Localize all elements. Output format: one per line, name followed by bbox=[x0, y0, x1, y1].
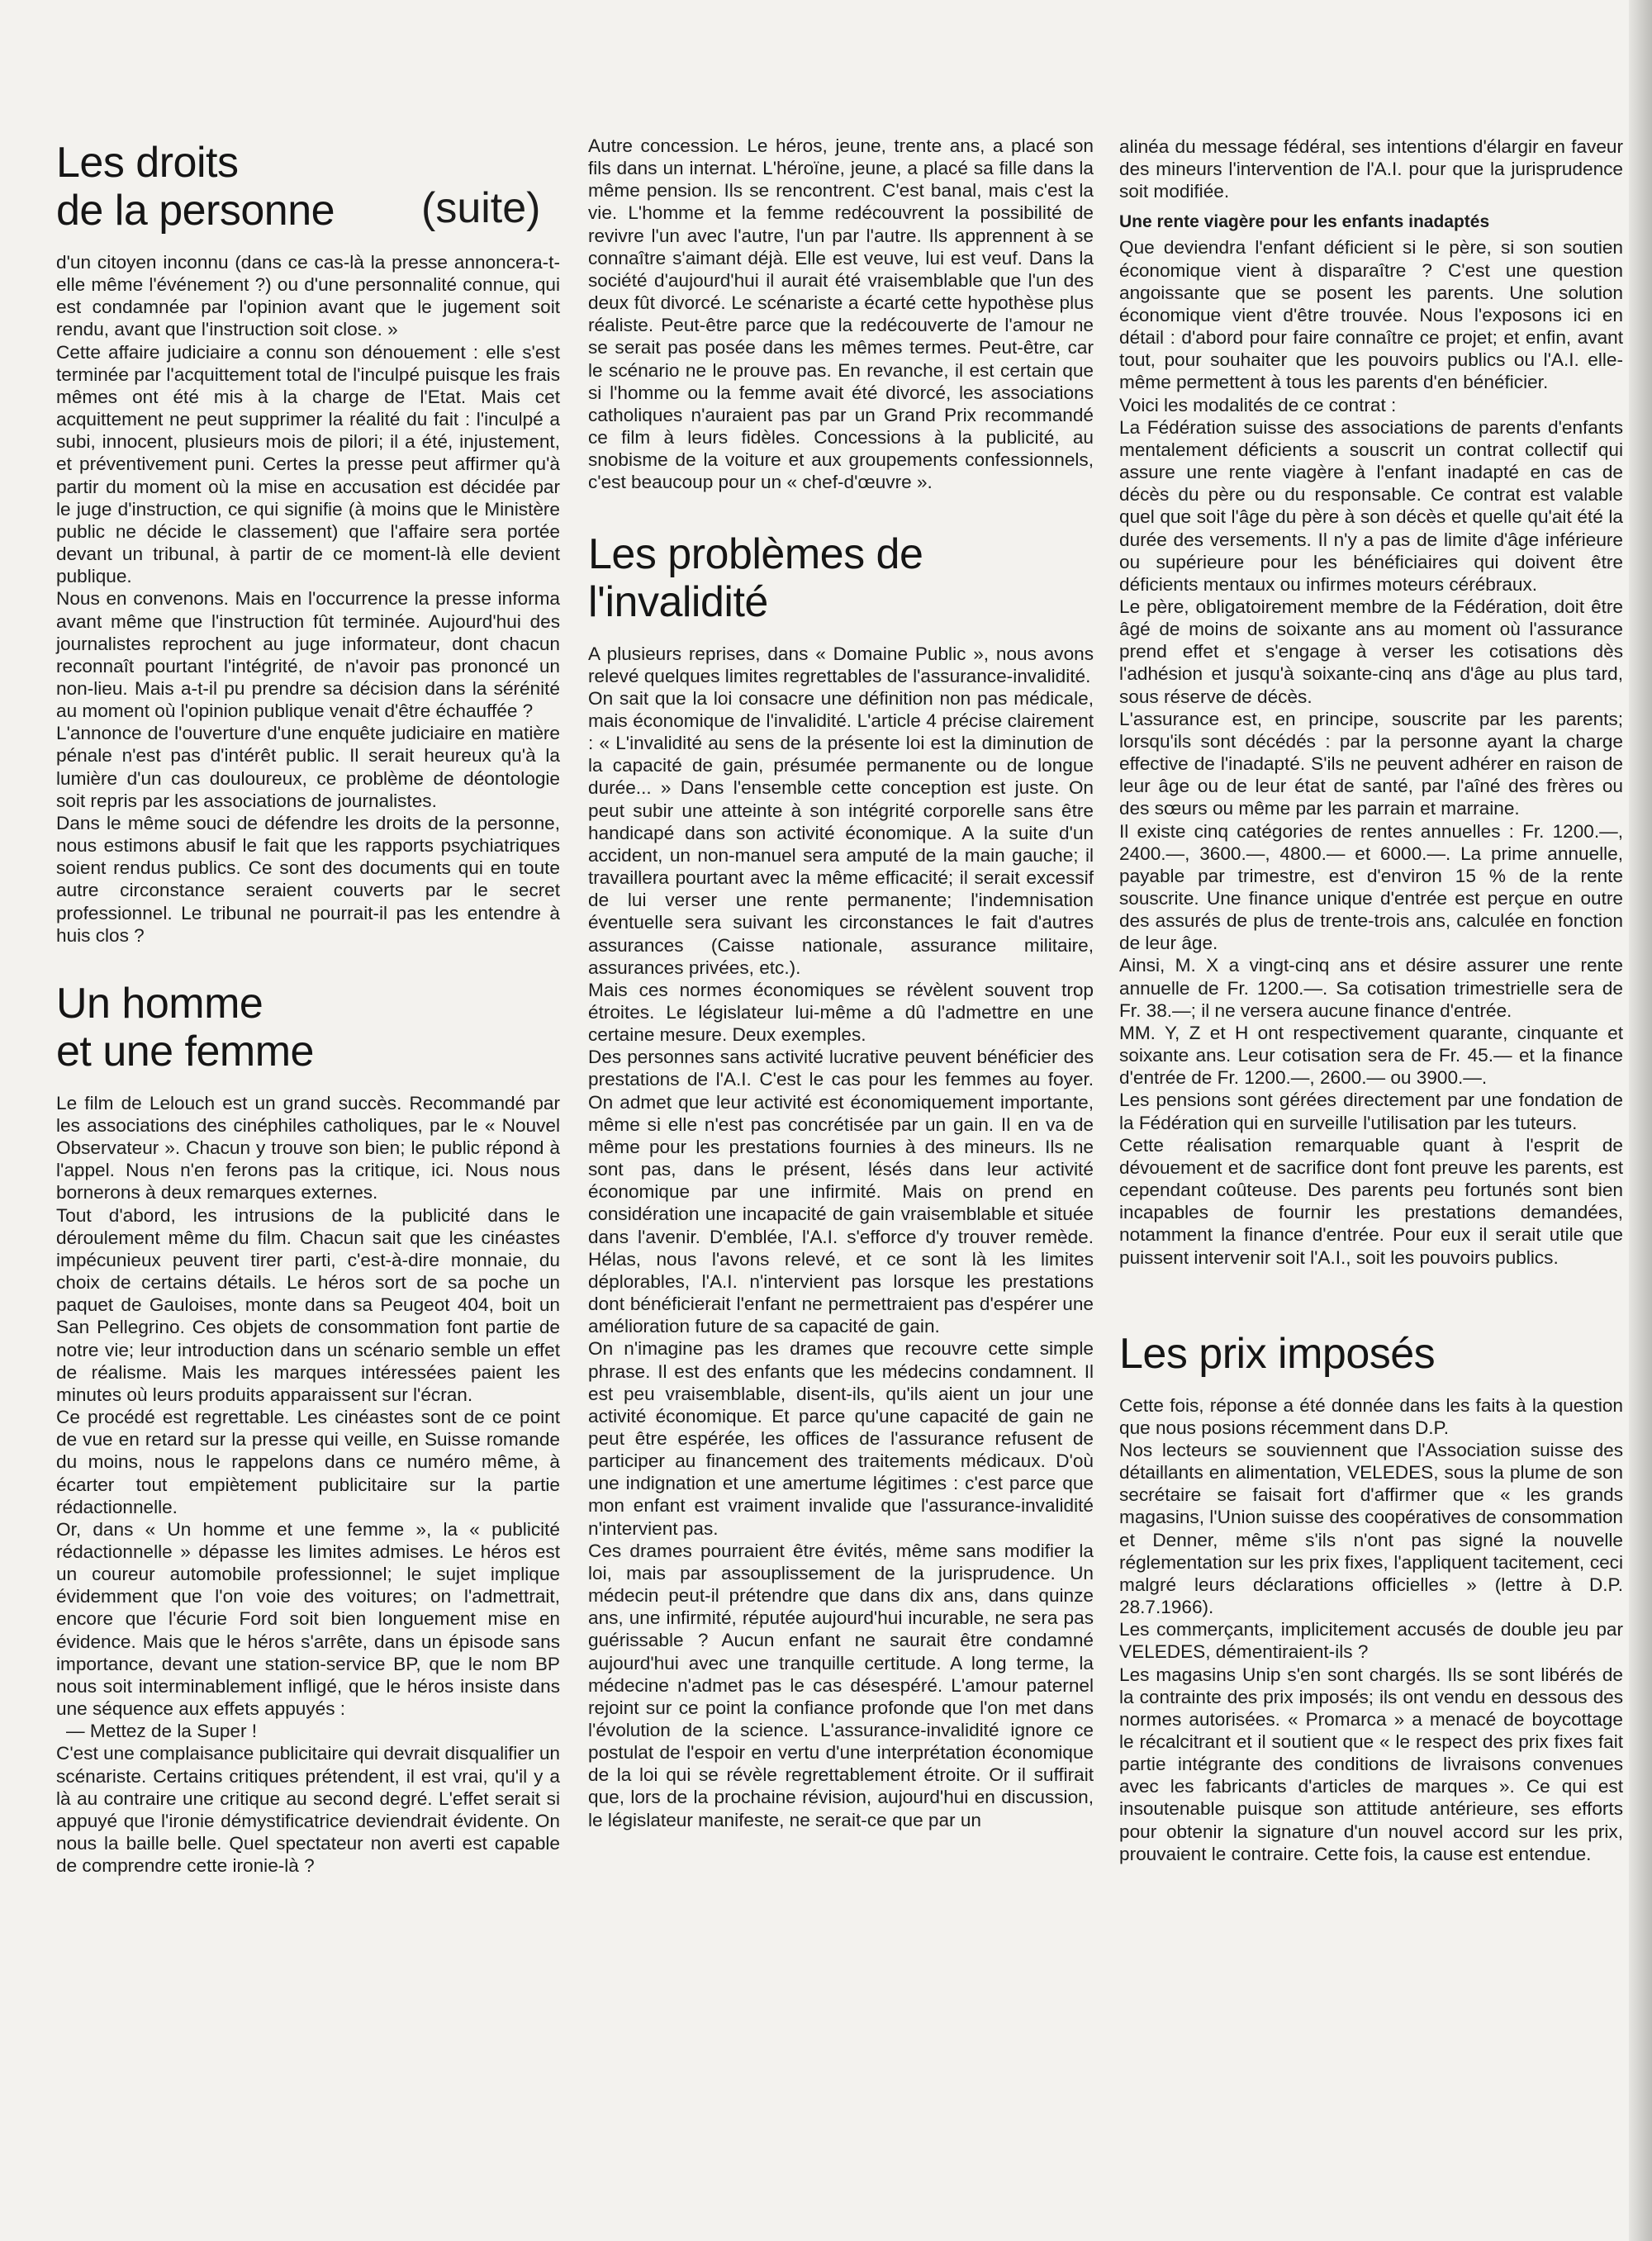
headline-line: Les droits bbox=[56, 139, 239, 187]
paragraph: On n'imagine pas les drames que recouvre cette simple phrase. Il est des enfants que les médecins condamnent. Il est peu vraisemblable, disent-ils, qu'ils aient un jour une activité économique. Et parce qu'une capacité de gain ne peut être espérée, les offices de l'assurance refusent de participer au financement des traitements médicaux. D'où une indignation et une amertume légitimes : c'est parce que mon enfant est vraiment invalide que l'assurance-invalidité n'intervient pas. bbox=[588, 1338, 1094, 1539]
column-3 bbox=[1119, 135, 1623, 1865]
headline-line: et une femme bbox=[56, 1027, 314, 1075]
paragraph: Des personnes sans activité lucrative peuvent bénéficier des prestations de l'A.I. C'est le cas pour les femmes au foyer. On admet que leur activité est économiquement importante, même si elle n'est pas concrétisée par un gain. Il en va de même pour les prestations fournies à des mineurs. Ils ne sont pas, dans le présent, lésés dans leur activité économique par une infirmité. Mais on prend en considération une incapacité de gain vraisemblable et située dans l'avenir. D'emblée, l'A.I. s'efforce d'y trouver remède. Hélas, nous l'avons relevé, et ce sont là les limites déplorables, l'A.I. n'intervient pas lorsque les prestations dont bénéficierait l'enfant ne permettraient pas d'espérer une amélioration future de sa capacité de gain. bbox=[588, 1047, 1094, 1337]
paragraph: Les pensions sont gérées directement par une fondation de la Fédération qui en surveille l'utilisation par les tuteurs. bbox=[1119, 1090, 1623, 1133]
paragraph: Nous en convenons. Mais en l'occurrence la presse informa avant même que l'instruction fût terminée. Aujourd'hui des journalistes reprochent au juge informateur, dont chacun reconnaît pourtant l'intégrité, de n'avoir pas prononcé un non-lieu. Mais a-t-il pu prendre sa décision dans la sérénité au moment où l'opinion publique venait d'être échauffée ? bbox=[56, 588, 560, 722]
paragraph: Les magasins Unip s'en sont chargés. Ils se sont libérés de la contrainte des prix imposés; ils ont vendu en dessous des normes autorisées. « Promarca » a menacé de boycottage le récalcitrant et il soutient que « le respect des prix fixes fait partie intégrante des conditions de livraisons convenues avec les fabricants d'articles de marques ». Ce qui est insoutenable puisque son attitude antérieure, ses efforts pour obtenir la signature d'un nouvel accord sur les prix, prouvaient le contraire. Cette fois, la cause est entendue. bbox=[1119, 1664, 1623, 1864]
paragraph: Cette fois, réponse a été donnée dans les faits à la question que nous posions récemment dans D.P. bbox=[1119, 1394, 1623, 1438]
headline-invalidite bbox=[588, 530, 1094, 626]
paragraph: Le père, obligatoirement membre de la Fédération, doit être âgé de moins de soixante ans au moment où l'assurance prend effet et s'engage à verser les cotisations dès l'adhésion et jusqu'à soixante-cinq ans d'âge au plus tard, sous réserve de décès. bbox=[1119, 596, 1623, 707]
headline-homme bbox=[56, 980, 560, 1075]
paragraph: A plusieurs reprises, dans « Domaine Public », nous avons relevé quelques limites regrettables de l'assurance-invalidité. bbox=[588, 643, 1094, 686]
paragraph: Voici les modalités de ce contrat : bbox=[1119, 394, 1397, 415]
paragraph: Dans le même souci de défendre les droits de la personne, nous estimons abusif le fait que les rapports psychiatriques soient rendus publics. Ce sont des documents qui en toute autre circonstance seraient couverts par le secret professionnel. Le tribunal ne pourrait-il pas les entendre à huis clos ? bbox=[56, 812, 560, 946]
headline-line: de la personne bbox=[56, 187, 335, 235]
page-edge bbox=[1629, 0, 1652, 2241]
paragraph: Ce procédé est regrettable. Les cinéastes sont de ce point de vue en retard sur la presse qui veille, en Suisse romande du moins, nous le rappelons dans ce numéro même, à écarter tout empiètement publicitaire sur la partie rédactionnelle. bbox=[56, 1407, 560, 1517]
headline-line: Les prix imposés bbox=[1119, 1329, 1436, 1378]
paragraph: Autre concession. Le héros, jeune, trente ans, a placé son fils dans un internat. L'héroïne, jeune, a placé sa fille dans la même pension. Ils se rencontrent. C'est banal, mais c'est la vie. L'homme et la femme redécouvrent la possibilité de revivre l'un avec l'autre, l'un par l'autre. Ils apprennent à se connaître s'aimant déjà. Elle est veuve, lui est veuf. Dans la société d'aujourd'hui il aurait été vraisemblable que l'un des deux fût divorcé. Le scénariste a écarté cette hypothèse plus réaliste. Peut-être parce que la redécouverte de l'amour ne se serait pas posée dans les mêmes termes. Peut-être, car le scénario ne le prouve pas. En revanche, il est certain que si l'homme ou la femme avait été divorcé, les associations catholiques n'auraient pas par un Grand Prix recommandé ce film à leurs fidèles. Concessions à la publicité, au snobisme de la voiture et aux groupements confessionnels, c'est beaucoup pour un « chef-d'œuvre ». bbox=[588, 135, 1094, 493]
paragraph: La Fédération suisse des associations de parents d'enfants mentalement déficients a souscrit un contrat collectif qui assure une rente viagère à l'enfant inadapté en cas de décès du père ou du responsable. Ce contrat est valable quel que soit l'âge du père à son décès et quelle qu'ait été la durée des versements. Il n'y a pas de limite d'âge inférieure ou supérieure pour les bénéficiaires qui doivent être déficients mentaux ou infirmes moteurs cérébraux. bbox=[1119, 416, 1623, 595]
paragraph: Nos lecteurs se souviennent que l'Association suisse des détaillants en alimentation, VELEDES, sous la plume de son secrétaire se faisait fort d'affirmer que « les grands magasins, l'Union suisse des coopératives de consommation et Denner, même s'ils n'ont pas signé la nouvelle réglementation sur les prix fixes, l'appliquent tacitement, ceci malgré leurs déclarations officielles » (lettre à D.P. 28.7.1966). bbox=[1119, 1439, 1623, 1618]
paragraph: Ainsi, M. X a vingt-cinq ans et désire assurer une rente annuelle de Fr. 1200.—. Sa cotisation trimestrielle sera de Fr. 38.—; il ne versera aucune finance d'entrée. bbox=[1119, 955, 1623, 1021]
paragraph: Or, dans « Un homme et une femme », la « publicité rédactionnelle » dépasse les limites admises. Le héros est un coureur automobile professionnel; le sujet implique évidemment que l'on voie des voitures; on l'admettrait, encore que l'écurie Ford soit bien longuement mise en évidence. Mais que le héros s'arrête, dans un épisode sans importance, devant une station-service BP, que le nom BP nous soit interminablement infligé, que le héros insiste dans une séquence aux effets appuyés : bbox=[56, 1518, 560, 1720]
paragraph: Le film de Lelouch est un grand succès. Recommandé par les associations des cinéphiles catholiques, par le « Nouvel Observateur ». Chacun y trouve son bien; le public répond à l'appel. Nous n'en ferons pas la critique, ici. Nous nous bornerons à deux remarques externes. bbox=[56, 1092, 560, 1204]
paragraph: MM. Y, Z et H ont respectivement quarante, cinquante et soixante ans. Leur cotisation sera de Fr. 45.— et la finance d'entrée de Fr. 1200.—, 2600.— ou 3900.—. bbox=[1119, 1022, 1623, 1089]
paragraph: C'est une complaisance publicitaire qui devrait disqualifier un scénariste. Certains critiques prétendent, il est vrai, qu'il y a là au contraire une critique au second degré. L'effet serait si appuyé que l'ironie démystificatrice deviendrait évidente. On nous la baille belle. Quel spectateur non averti est capable de comprendre cette ironie-là ? bbox=[56, 1743, 560, 1877]
paragraph: alinéa du message fédéral, ses intentions d'élargir en faveur des mineurs l'intervention de l'A.I. pour que la jurisprudence soit modifiée. bbox=[1119, 136, 1623, 202]
paragraph: On sait que la loi consacre une définition non pas médicale, mais économique de l'invalidité. L'article 4 précise clairement : « L'invalidité au sens de la présente loi est la diminution de la capacité de gain, présumée permanente ou de longue durée... » Dans l'ensemble cette conception est juste. On peut subir une atteinte à son intégrité corporelle sans être handicapé dans son activité économique. A la suite d'un accident, un non-manuel sera amputé de la main gauche; il travaillera pourtant avec la même efficacité; il serait excessif de lui verser une rente permanente; l'indemnisation éventuelle sera suivant les circonstances le fait d'autres assurances (Caisse nationale, assurance militaire, assurances privées, etc.). bbox=[588, 687, 1094, 978]
column-1 bbox=[56, 124, 560, 1877]
paragraph: Tout d'abord, les intrusions de la publicité dans le déroulement même du film. Chacun sait que les cinéastes impécunieux peuvent tirer parti, c'est-à-dire monnaie, du choix de certains détails. Le héros sort de sa poche un paquet de Gauloises, monte dans sa Peugeot 404, boit un San Pellegrino. Ces objets de consommation font partie de notre vie; leur introduction dans un scénario semble un effet de réalisme. Mais les marques intéressées paient les minutes où leurs produits apparaissent sur l'écran. bbox=[56, 1204, 560, 1405]
paragraph: d'un citoyen inconnu (dans ce cas-là la presse annoncera-t-elle même l'événement ?) ou d'une personnalité connue, qui est condamnée par l'opinion avant que le jugement soit rendu, avant que l'instruction soit close. » bbox=[56, 252, 560, 340]
paragraph: L'assurance est, en principe, souscrite par les parents; lorsqu'ils sont décédés : par la personne ayant la charge effective de l'inadapté. S'ils ne peuvent adhérer en raison de leur âge ou de leur état de santé, par l'aîné des frères ou des sœurs ou même par les parrain et marraine. bbox=[1119, 708, 1623, 819]
paragraph: — Mettez de la Super ! bbox=[66, 1721, 258, 1742]
headline-line: Les problèmes de bbox=[588, 529, 923, 578]
paragraph: Mais ces normes économiques se révèlent souvent trop étroites. Le législateur lui-même a dû l'admettre en une certaine mesure. Deux exemples. bbox=[588, 979, 1094, 1046]
headline-suffix-suite: (suite) bbox=[421, 184, 541, 232]
paragraph: Cette réalisation remarquable quant à l'esprit de dévouement et de sacrifice dont font preuve les parents, est cependant coûteuse. Des parents peu fortunés sont bien incapables de fournir les prestations demandées, notamment la finance d'entrée. Pour eux il serait utile que puissent intervenir soit l'A.I., soit les pouvoirs publics. bbox=[1119, 1134, 1623, 1268]
headline-prix bbox=[1119, 1330, 1623, 1378]
paragraph: Il existe cinq catégories de rentes annuelles : Fr. 1200.—, 2400.—, 3600.—, 4800.— et 6000.—. La prime annuelle, payable par trimestre, est d'environ 15 % de la rente souscrite. Une finance unique d'entrée est perçue en outre des assurés de plus de trente-trois ans, calculée en fonction de leur âge. bbox=[1119, 820, 1623, 954]
paragraph: Les commerçants, implicitement accusés de double jeu par VELEDES, démentiraient-ils ? bbox=[1119, 1619, 1623, 1663]
headline-line: Un homme bbox=[56, 979, 263, 1028]
headline-line: l'invalidité bbox=[588, 577, 768, 626]
paragraph: Que deviendra l'enfant déficient si le père, si son soutien économique vient à disparaître ? C'est une question angoissante que se posent les parents. Une solution économique vient d'être trouvée. Nous l'exposons ici en détail : d'abord pour faire connaître ce projet; et enfin, avant tout, pour souhaiter que les pouvoirs publics ou l'A.I. elle-même permettent à tous les parents d'en bénéficier. bbox=[1119, 237, 1623, 393]
paragraph: L'annonce de l'ouverture d'une enquête judiciaire en matière pénale n'est pas d'intérêt public. Il serait heureux qu'à la lumière d'un cas douloureux, ce problème de déontologie soit repris par les associations de journalistes. bbox=[56, 723, 560, 811]
paragraph: Cette affaire judiciaire a connu son dénouement : elle s'est terminée par l'acquittement total de l'inculpé puisque les frais mêmes ont été mis à la charge de l'Etat. Mais cet acquittement ne peut supprimer la réalité du fait : l'inculpé a subi, innocent, plusieurs mois de pilori; il a été, injustement, et préventivement puni. Certes la presse peut affirmer qu'à partir du moment où la mise en accusation est décidée par le juge d'instruction, ce qui signifie (à moins que le Ministère public ne décide le classement) que l'affaire sera portée devant un tribunal, à partir de ce moment-là elle devient publique. bbox=[56, 341, 560, 587]
column-2 bbox=[588, 135, 1094, 1831]
paragraph: Ces drames pourraient être évités, même sans modifier la loi, mais par assouplissement de la jurisprudence. Un médecin peut-il prétendre que dans dix ans, dans quinze ans, une infirmité, réputée aujourd'hui incurable, ne sera pas guérissable ? Aucun enfant ne saurait être condamné aujourd'hui avec une tranquille certitude. A long terme, la médecine n'admet pas le cas désespéré. L'amour paternel rejoint sur ce point la confiance profonde que l'on met dans l'évolution de la science. L'assurance-invalidité ignore ce postulat de l'espoir en vertu d'une interprétation économique de la loi qui se révèle regrettablement étroite. Or il suffirait que, lors de la prochaine révision, aujourd'hui en discussion, le législateur manifeste, ne serait-ce que par un bbox=[588, 1540, 1094, 1830]
subhead-rente: Une rente viagère pour les enfants inadaptés bbox=[1119, 212, 1490, 232]
